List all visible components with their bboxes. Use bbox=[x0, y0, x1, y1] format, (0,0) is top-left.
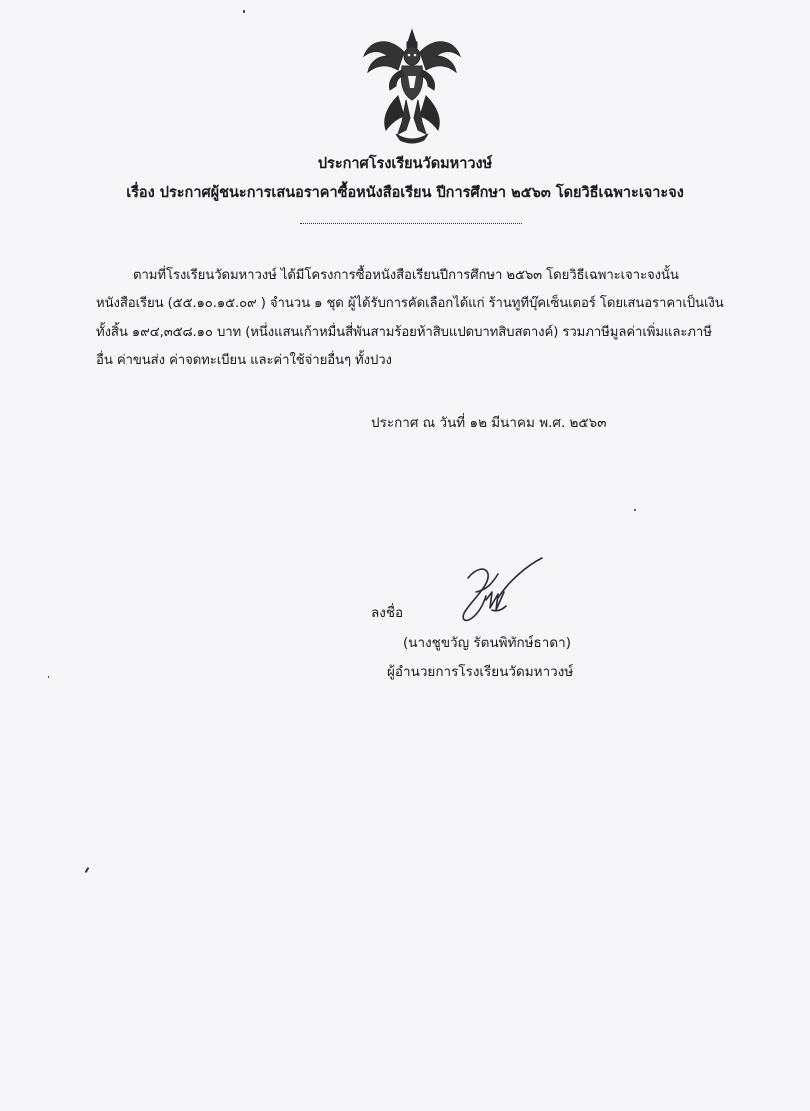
sign-label: ลงชื่อ bbox=[371, 605, 404, 621]
signature-mark bbox=[446, 552, 546, 630]
garuda-emblem-icon bbox=[358, 26, 466, 146]
body-line-2: หนังสือเรียน (๕๕.๑๐.๑๕.๐๙ ) จำนวน ๑ ชุด ผู้ได้รับการคัดเลือกได้แก่ ร้านทูทีบุ๊คเซ็นเตอร์ โดยเสนอราคาเป็นเงิน bbox=[96, 296, 724, 311]
document-title: ประกาศโรงเรียนวัดมหาวงษ์ bbox=[317, 156, 493, 172]
body-line-4: อื่น ค่าขนส่ง ค่าจดทะเบียน และค่าใช้จ่ายอื่นๆ ทั้งปวง bbox=[96, 353, 392, 368]
signer-name: (นางชูขวัญ รัตนพิทักษ์ธาดา) bbox=[403, 635, 571, 651]
document-subject: เรื่อง ประกาศผู้ชนะการเสนอราคาซื้อหนังสือเรียน ปีการศึกษา ๒๕๖๓ โดยวิธีเฉพาะเจาะจง bbox=[126, 185, 684, 201]
signer-position: ผู้อำนวยการโรงเรียนวัดมหาวงษ์ bbox=[387, 664, 574, 680]
scan-speck bbox=[634, 509, 636, 511]
dotted-divider bbox=[300, 213, 522, 224]
body-line-3: ทั้งสิ้น ๑๙๔,๓๕๘.๑๐ บาท (หนึ่งแสนเก้าหมื่นสี่พันสามร้อยห้าสิบแปดบาทสิบสตางค์) รวมภาษีมูลค่าเพิ่มและภาษี bbox=[96, 325, 712, 340]
announcement-date: ประกาศ ณ วันที่ ๑๒ มีนาคม พ.ศ. ๒๕๖๓ bbox=[371, 415, 607, 431]
scan-speck bbox=[48, 676, 49, 678]
scan-speck bbox=[243, 10, 245, 13]
body-line-1: ตามที่โรงเรียนวัดมหาวงษ์ ได้มีโครงการซื้อหนังสือเรียนปีการศึกษา ๒๕๖๓ โดยวิธีเฉพาะเจาะจงนั้น bbox=[133, 268, 679, 283]
scan-speck bbox=[85, 867, 90, 873]
